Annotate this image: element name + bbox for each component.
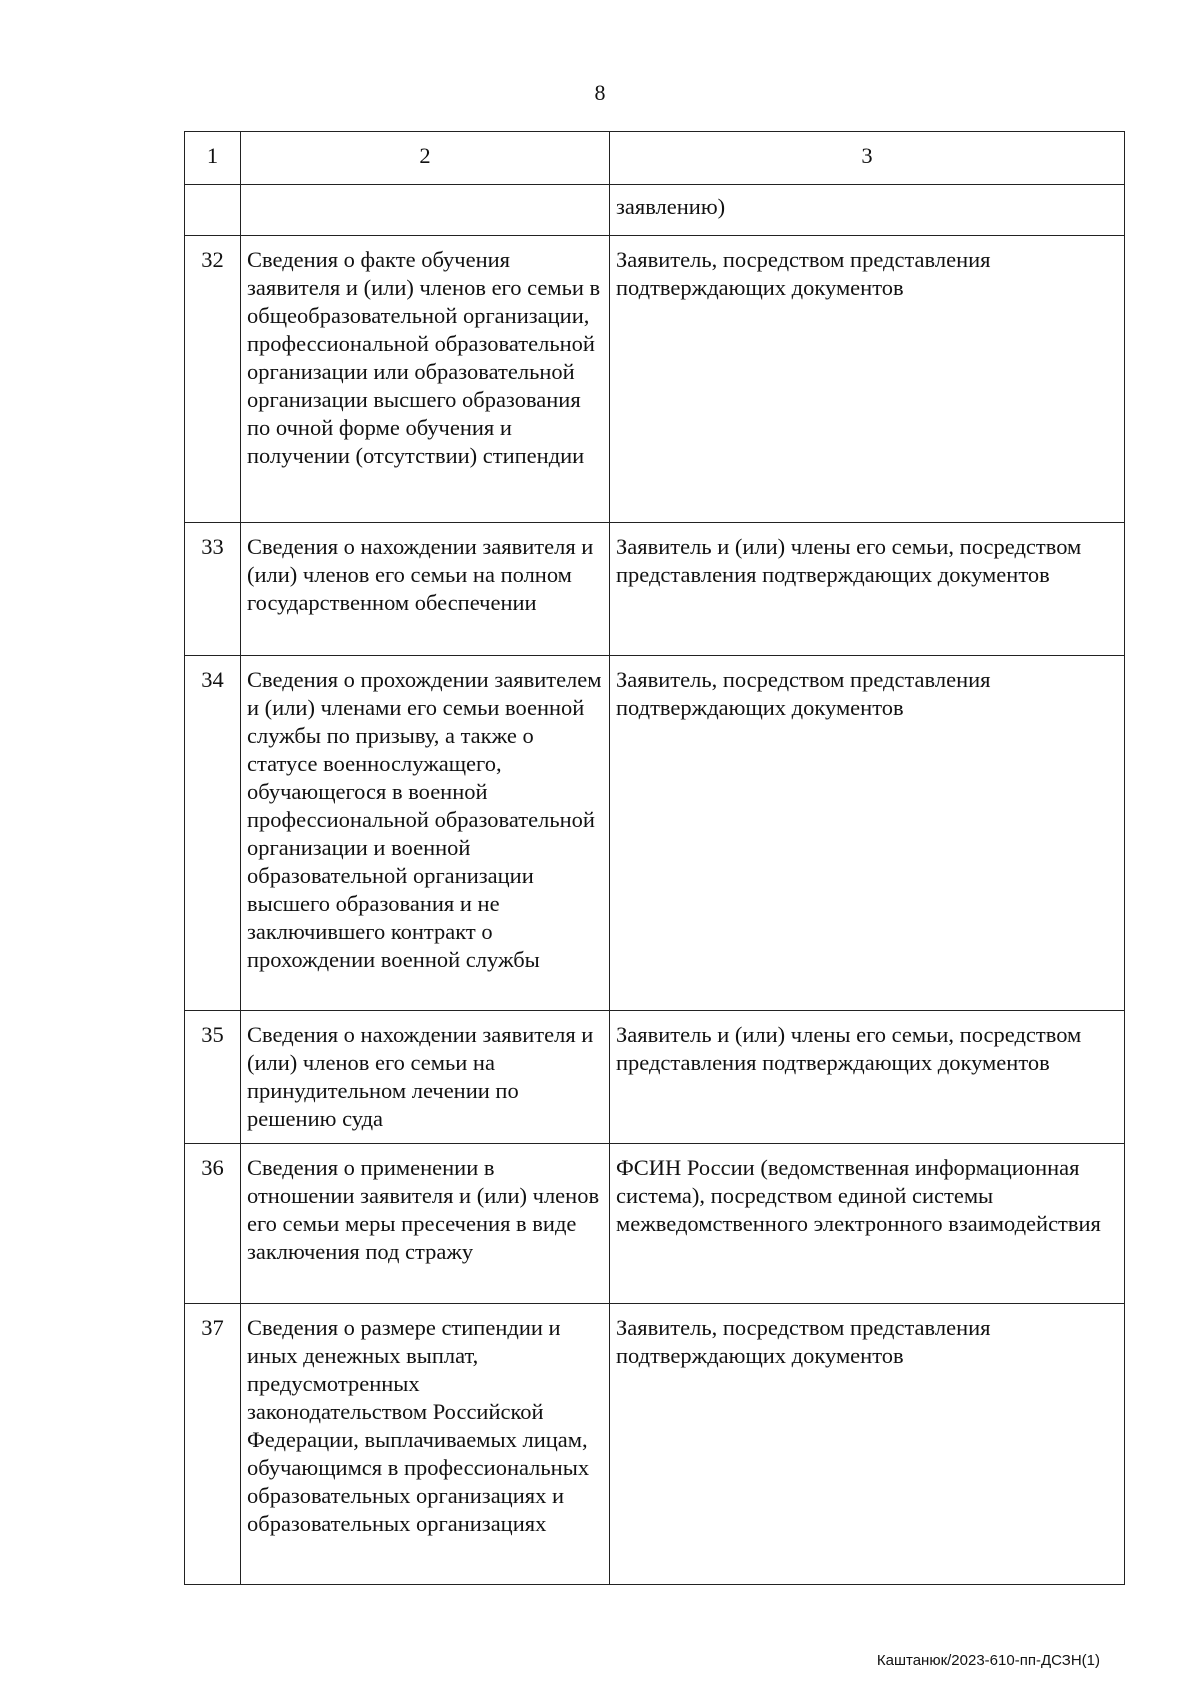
- table-row: [185, 236, 1125, 523]
- row-number-cell: 35: [185, 1011, 241, 1144]
- info-cell: Сведения о применении в отношении заявителя и (или) членов его семьи меры пресечения в виде заключения под стражу: [241, 1144, 610, 1304]
- column-header-2: 2: [241, 132, 610, 185]
- info-cell: [241, 185, 610, 236]
- source-cell: Заявитель, посредством представления подтверждающих документов: [610, 236, 1125, 523]
- source-cell: заявлению): [610, 185, 1125, 236]
- source-cell: Заявитель, посредством представления подтверждающих документов: [610, 1304, 1125, 1585]
- table-row: [185, 523, 1125, 656]
- table-row: [185, 656, 1125, 1011]
- source-cell: Заявитель и (или) члены его семьи, посредством представления подтверждающих документов: [610, 1011, 1125, 1144]
- document-table: [184, 131, 1125, 1585]
- row-number-cell: 32: [185, 236, 241, 523]
- source-cell: Заявитель и (или) члены его семьи, посредством представления подтверждающих документов: [610, 523, 1125, 656]
- table-row-continuation: [185, 185, 1125, 236]
- source-cell: Заявитель, посредством представления подтверждающих документов: [610, 656, 1125, 1011]
- table-header-row: [185, 132, 1125, 185]
- row-number-cell: 36: [185, 1144, 241, 1304]
- column-header-3: 3: [610, 132, 1125, 185]
- row-number-cell: 33: [185, 523, 241, 656]
- info-cell: Сведения о нахождении заявителя и (или) членов его семьи на принудительном лечении по решению суда: [241, 1011, 610, 1144]
- info-cell: Сведения о размере стипендии и иных денежных выплат, предусмотренных законодательством Российской Федерации, выплачиваемых лицам, обучающимся в профессиональных образовательных организациях и образовательных организациях: [241, 1304, 610, 1585]
- table-row: [185, 1011, 1125, 1144]
- column-header-1: 1: [185, 132, 241, 185]
- page-number: 8: [594, 80, 606, 105]
- row-number-cell: 37: [185, 1304, 241, 1585]
- document-footer-id: Каштанюк/2023-610-пп-ДСЗН(1): [876, 1652, 1100, 1669]
- info-cell: Сведения о факте обучения заявителя и (или) членов его семьи в общеобразовательной организации, профессиональной образовательной организации или образовательной организации высшего образования по очной форме обучения и получении (отсутствии) стипендии: [241, 236, 610, 523]
- table-row: [185, 1304, 1125, 1585]
- row-number-cell: 34: [185, 656, 241, 1011]
- info-cell: Сведения о нахождении заявителя и (или) членов его семьи на полном государственном обеспечении: [241, 523, 610, 656]
- row-number-cell: [185, 185, 241, 236]
- table-row: [185, 1144, 1125, 1304]
- source-cell: ФСИН России (ведомственная информационная система), посредством единой системы межведомственного электронного взаимодействия: [610, 1144, 1125, 1304]
- info-cell: Сведения о прохождении заявителем и (или) членами его семьи военной службы по призыву, а также о статусе военнослужащего, обучающегося в военной профессиональной образовательной организации и военной образовательной организации высшего образования и не заключившего контракт о прохождении военной службы: [241, 656, 610, 1011]
